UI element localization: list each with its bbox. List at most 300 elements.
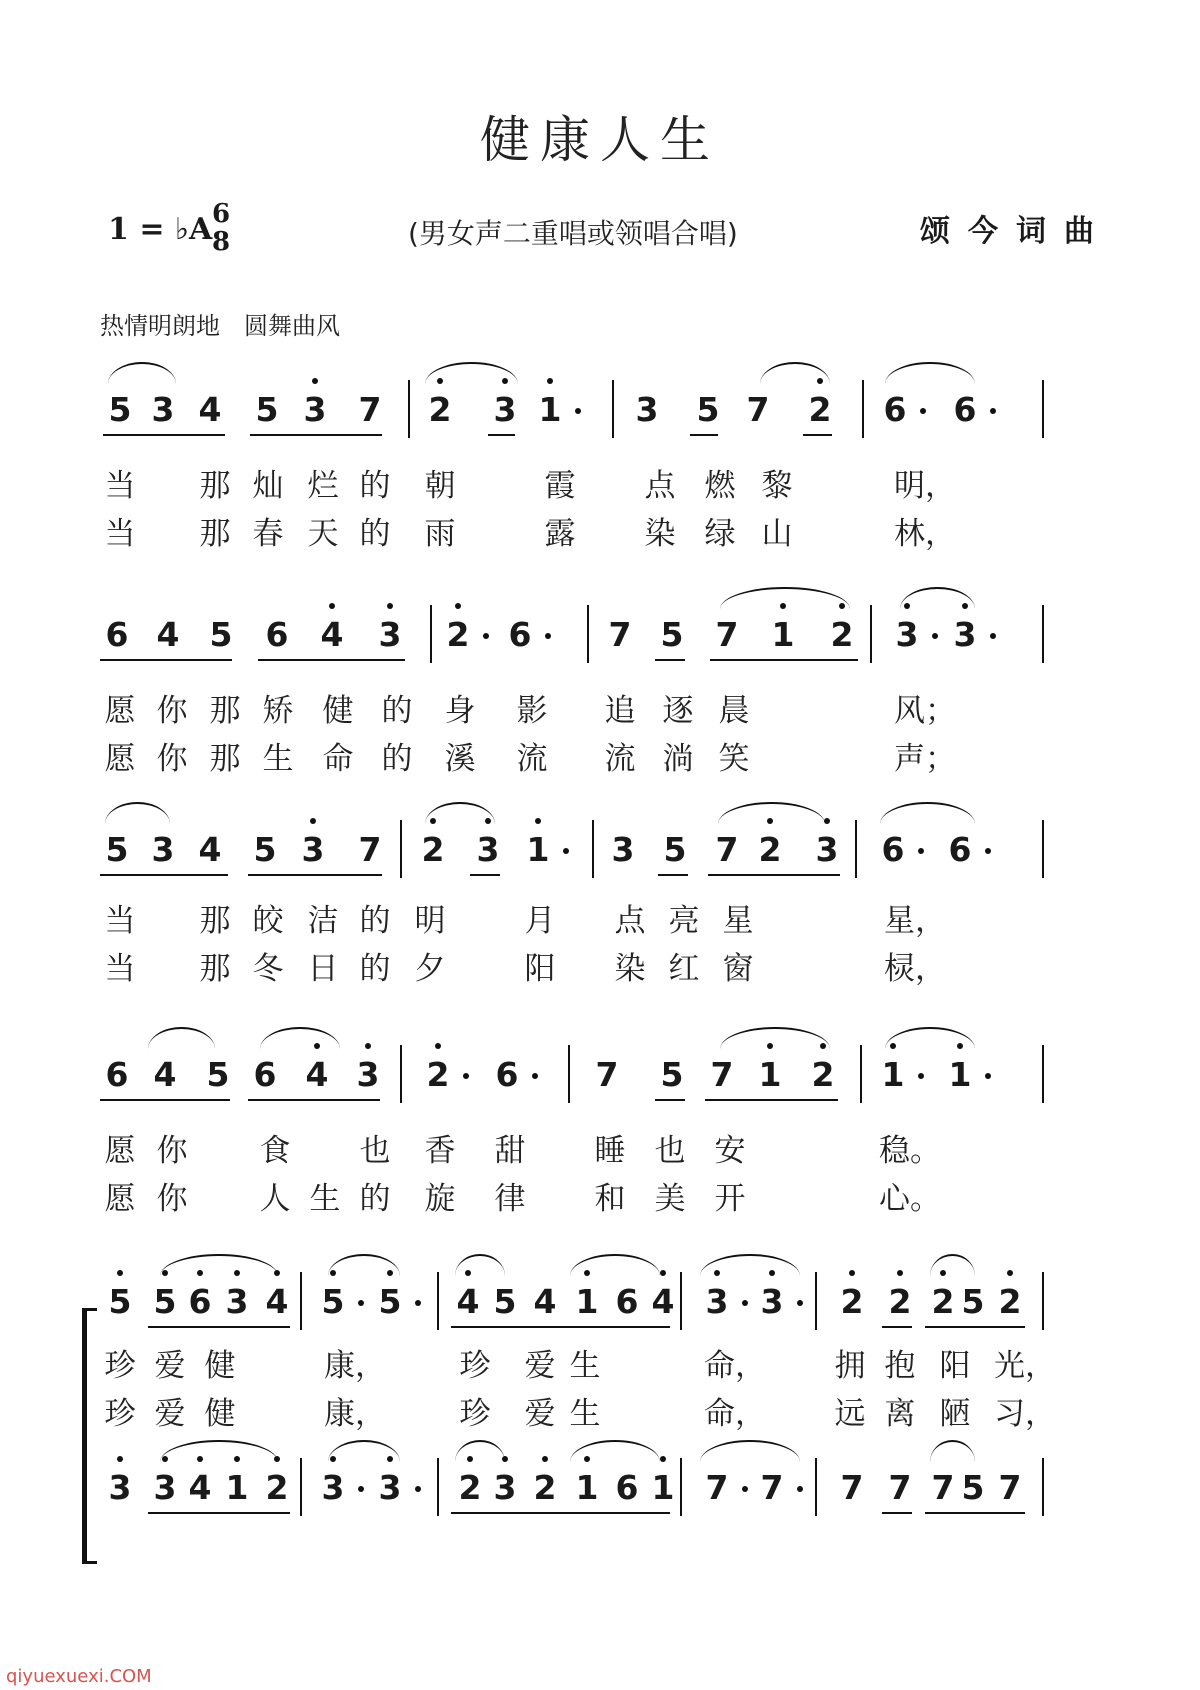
lyric-syllable: 明，: [894, 468, 956, 504]
lyric-syllable: 和: [594, 1181, 626, 1217]
lyric-syllable: 红: [668, 951, 700, 987]
lyric-syllable: 的: [359, 1181, 391, 1217]
lyric-syllable: 春: [252, 516, 284, 552]
lyric-syllable: 爱: [524, 1348, 556, 1384]
dot-after: [920, 408, 926, 414]
underline: [822, 659, 858, 661]
note: 7: [760, 1468, 784, 1507]
note: 5: [253, 830, 277, 869]
slur: [108, 362, 176, 384]
barline: [400, 1045, 402, 1103]
barline: [437, 1272, 439, 1330]
lyric-syllable: 那: [199, 516, 231, 552]
dot-above: [435, 1043, 441, 1049]
underline: [350, 1099, 380, 1101]
underline: [808, 874, 840, 876]
lyric-syllable: 远: [834, 1396, 866, 1432]
dot-above: [660, 1270, 666, 1276]
lyric-syllable: 追: [604, 693, 636, 729]
lyric-syllable: 灿: [252, 468, 284, 504]
note: 5: [105, 830, 129, 869]
lyric-line: [0, 1125, 1200, 1169]
note: 6: [265, 615, 289, 654]
lyric-syllable: 露: [544, 516, 576, 552]
barline: [1042, 820, 1044, 878]
note: 6: [253, 1055, 277, 1094]
lyric-syllable: 香: [424, 1133, 456, 1169]
barline: [1042, 380, 1044, 438]
lyric-syllable: 甜: [494, 1133, 526, 1169]
lyric-syllable: 珍: [459, 1348, 491, 1384]
lyric-syllable: 安: [714, 1133, 746, 1169]
slur: [455, 1440, 505, 1462]
dot-after: [918, 1073, 924, 1079]
dot-after: [985, 848, 991, 854]
lyric-syllable: 习，: [994, 1396, 1056, 1432]
lyric-syllable: 皎: [252, 903, 284, 939]
lyric-syllable: 雨: [424, 516, 456, 552]
note: 2: [421, 830, 445, 869]
note: 2: [458, 1468, 482, 1507]
lyric-syllable: 人: [259, 1181, 291, 1217]
underline: [100, 659, 232, 661]
note: 3: [953, 615, 977, 654]
note: 1: [948, 1055, 972, 1094]
note: 6: [615, 1468, 639, 1507]
lyric-syllable: 那: [199, 903, 231, 939]
lyric-syllable: 明: [414, 903, 446, 939]
underline: [655, 1099, 685, 1101]
lyric-syllable: 愿: [104, 1181, 136, 1217]
dot-above: [387, 603, 393, 609]
note: 6: [883, 390, 907, 429]
dot-above: [547, 378, 553, 384]
barline: [870, 605, 872, 663]
slur: [930, 1254, 975, 1276]
lyric-syllable: 珍: [459, 1396, 491, 1432]
dot-after: [742, 1300, 748, 1306]
lyric-syllable: 也: [359, 1133, 391, 1169]
note: 1: [538, 390, 562, 429]
barline: [680, 1458, 682, 1516]
lyric-syllable: 点: [614, 903, 646, 939]
lyric-syllable: 陋: [939, 1396, 971, 1432]
lyric-syllable: 冬: [252, 951, 284, 987]
underline: [488, 434, 515, 436]
underline: [690, 434, 718, 436]
lyric-syllable: 窗: [722, 951, 754, 987]
note: 5: [660, 1055, 684, 1094]
dot-after: [483, 633, 489, 639]
barline: [300, 1458, 302, 1516]
lyric-syllable: 的: [381, 741, 413, 777]
lyric-syllable: 爱: [154, 1348, 186, 1384]
note: 2: [533, 1468, 557, 1507]
note: 3: [493, 390, 517, 429]
lyric-line: [0, 733, 1200, 777]
music-line: [0, 1458, 1200, 1518]
note: 2: [265, 1468, 289, 1507]
lyric-syllable: 健: [322, 693, 354, 729]
lyric-syllable: 光，: [994, 1348, 1056, 1384]
note: 7: [358, 390, 382, 429]
dot-above: [1007, 1270, 1013, 1276]
lyric-syllable: 阳: [524, 951, 556, 987]
note: 3: [153, 1468, 177, 1507]
key-signature: 1 = ♭A: [108, 212, 213, 247]
note: 3: [476, 830, 500, 869]
lyric-syllable: 夕: [414, 951, 446, 987]
note: 7: [715, 830, 739, 869]
dot-after: [742, 1486, 748, 1492]
dot-after: [575, 408, 581, 414]
slur: [885, 362, 975, 384]
lyric-syllable: 霞: [544, 468, 576, 504]
note: 4: [198, 830, 222, 869]
note: 4: [533, 1282, 557, 1321]
lyric-syllable: 那: [199, 951, 231, 987]
lyric-line: [0, 460, 1200, 504]
barline: [408, 380, 410, 438]
note: 5: [660, 615, 684, 654]
lyric-syllable: 笑: [718, 741, 750, 777]
dot-above: [117, 1270, 123, 1276]
dot-after: [358, 1486, 364, 1492]
lyric-syllable: 声；: [894, 741, 956, 777]
slur: [700, 1440, 800, 1462]
note: 5: [493, 1282, 517, 1321]
note: 4: [198, 390, 222, 429]
slur: [700, 1254, 800, 1276]
slur: [160, 1440, 278, 1462]
note: 1: [771, 615, 795, 654]
lyric-syllable: 月: [524, 903, 556, 939]
note: 4: [188, 1468, 212, 1507]
lyric-syllable: 溪: [444, 741, 476, 777]
lyric-syllable: 林，: [894, 516, 956, 552]
underline: [645, 1326, 670, 1328]
note: 7: [595, 1055, 619, 1094]
note: 2: [840, 1282, 864, 1321]
lyric-line: [0, 1340, 1200, 1384]
slur: [425, 362, 518, 384]
underline: [350, 874, 382, 876]
note: 2: [931, 1282, 955, 1321]
lyric-line: [0, 508, 1200, 552]
dot-after: [797, 1300, 803, 1306]
note: 6: [508, 615, 532, 654]
lyric-syllable: 燃: [704, 468, 736, 504]
lyric-syllable: 晨: [718, 693, 750, 729]
note: 3: [760, 1282, 784, 1321]
lyric-syllable: 当: [104, 516, 136, 552]
note: 4: [456, 1282, 480, 1321]
lyric-syllable: 朝: [424, 468, 456, 504]
lyric-syllable: 你: [156, 1133, 188, 1169]
note: 7: [608, 615, 632, 654]
dot-above: [897, 1270, 903, 1276]
note: 1: [575, 1468, 599, 1507]
note: 3: [705, 1282, 729, 1321]
note: 2: [811, 1055, 835, 1094]
note: 3: [151, 390, 175, 429]
note: 3: [895, 615, 919, 654]
note: 2: [998, 1282, 1022, 1321]
note: 6: [881, 830, 905, 869]
music-line: [0, 820, 1200, 880]
barline: [587, 605, 589, 663]
lyric-syllable: 生: [569, 1348, 601, 1384]
subtitle: (男女声二重唱或领唱合唱): [408, 217, 738, 250]
underline: [103, 434, 225, 436]
underline: [470, 874, 500, 876]
note: 4: [651, 1282, 675, 1321]
time-denominator: 8: [212, 227, 231, 257]
lyric-syllable: 你: [156, 741, 188, 777]
underline: [655, 659, 685, 661]
slur: [148, 1027, 215, 1049]
lyric-syllable: 的: [381, 693, 413, 729]
lyric-syllable: 阳: [939, 1348, 971, 1384]
note: 7: [715, 615, 739, 654]
note: 6: [953, 390, 977, 429]
lyric-syllable: 命，: [704, 1348, 766, 1384]
lyric-syllable: 也: [654, 1133, 686, 1169]
dot-above: [535, 818, 541, 824]
lyric-syllable: 健: [204, 1348, 236, 1384]
underline: [220, 1512, 290, 1514]
slur: [160, 1254, 278, 1276]
lyric-syllable: 拥: [834, 1348, 866, 1384]
lyric-syllable: 绿: [704, 516, 736, 552]
barline: [1042, 1045, 1044, 1103]
barline: [815, 1272, 817, 1330]
dot-after: [990, 408, 996, 414]
note: 6: [105, 1055, 129, 1094]
dot-above: [312, 378, 318, 384]
note: 3: [108, 1468, 132, 1507]
underline: [804, 1099, 838, 1101]
note: 4: [156, 615, 180, 654]
underline: [220, 1326, 290, 1328]
note: 7: [746, 390, 770, 429]
note: 3: [635, 390, 659, 429]
note: 4: [305, 1055, 329, 1094]
slur: [720, 1027, 830, 1049]
note: 7: [840, 1468, 864, 1507]
underline: [925, 1512, 1025, 1514]
barline: [815, 1458, 817, 1516]
note: 5: [255, 390, 279, 429]
note: 6: [948, 830, 972, 869]
lyric-syllable: 当: [104, 903, 136, 939]
note: 5: [663, 830, 687, 869]
note: 3: [225, 1282, 249, 1321]
lyric-syllable: 你: [156, 693, 188, 729]
lyric-syllable: 生: [309, 1181, 341, 1217]
note: 3: [303, 390, 327, 429]
lyric-syllable: 爱: [154, 1396, 186, 1432]
lyric-syllable: 棂，: [884, 951, 946, 987]
note: 7: [705, 1468, 729, 1507]
lyric-syllable: 康，: [324, 1348, 386, 1384]
time-numerator: 6: [212, 199, 231, 229]
dot-above: [310, 818, 316, 824]
underline: [658, 874, 688, 876]
note: 5: [206, 1055, 230, 1094]
slur: [328, 1254, 400, 1276]
note: 4: [320, 615, 344, 654]
slur: [455, 1254, 505, 1276]
dot-after: [463, 1073, 469, 1079]
note: 3: [493, 1468, 517, 1507]
note: 2: [888, 1282, 912, 1321]
underline: [100, 874, 228, 876]
dot-after: [532, 1073, 538, 1079]
lyric-syllable: 那: [209, 741, 241, 777]
dot-above: [542, 1456, 548, 1462]
note: 3: [378, 1468, 402, 1507]
lyric-line: [0, 1388, 1200, 1432]
lyric-syllable: 生: [569, 1396, 601, 1432]
underline: [370, 659, 405, 661]
watermark: qiyuexuexi.COM: [6, 1666, 152, 1687]
lyric-line: [0, 943, 1200, 987]
note: 3: [151, 830, 175, 869]
lyric-syllable: 矫: [262, 693, 294, 729]
lyric-syllable: 你: [156, 1181, 188, 1217]
lyric-syllable: 愿: [104, 1133, 136, 1169]
credits: 颂今词曲: [920, 214, 1112, 249]
lyric-syllable: 那: [209, 693, 241, 729]
note: 5: [108, 390, 132, 429]
underline: [645, 1512, 670, 1514]
note: 3: [356, 1055, 380, 1094]
note: 2: [446, 615, 470, 654]
lyric-syllable: 的: [359, 903, 391, 939]
note: 5: [209, 615, 233, 654]
barline: [862, 380, 864, 438]
lyric-syllable: 那: [199, 468, 231, 504]
underline: [348, 434, 382, 436]
note: 2: [428, 390, 452, 429]
lyric-syllable: 当: [104, 951, 136, 987]
lyric-syllable: 星: [722, 903, 754, 939]
lyric-syllable: 的: [359, 516, 391, 552]
note: 7: [358, 830, 382, 869]
note: 6: [495, 1055, 519, 1094]
lyric-syllable: 稳。: [879, 1133, 941, 1169]
lyric-syllable: 珍: [104, 1396, 136, 1432]
note: 3: [378, 615, 402, 654]
dot-above: [455, 603, 461, 609]
lyric-syllable: 风；: [894, 693, 956, 729]
note: 2: [758, 830, 782, 869]
lyric-syllable: 健: [204, 1396, 236, 1432]
lyric-syllable: 淌: [662, 741, 694, 777]
note: 3: [301, 830, 325, 869]
lyric-syllable: 律: [494, 1181, 526, 1217]
slur: [880, 802, 975, 824]
note: 6: [615, 1282, 639, 1321]
lyric-syllable: 烂: [307, 468, 339, 504]
lyric-syllable: 影: [516, 693, 548, 729]
lyric-syllable: 流: [516, 741, 548, 777]
dot-above: [849, 1270, 855, 1276]
lyric-line: [0, 895, 1200, 939]
note: 7: [998, 1468, 1022, 1507]
dot-after: [932, 633, 938, 639]
note: 2: [426, 1055, 450, 1094]
note: 5: [153, 1282, 177, 1321]
slur: [760, 362, 830, 384]
lyric-syllable: 天: [307, 516, 339, 552]
lyric-syllable: 命，: [704, 1396, 766, 1432]
dot-above: [329, 603, 335, 609]
underline: [882, 1326, 912, 1328]
lyric-syllable: 点: [644, 468, 676, 504]
dot-above: [365, 1043, 371, 1049]
barline: [1042, 1272, 1044, 1330]
lyric-syllable: 星，: [884, 903, 946, 939]
music-line: [0, 1045, 1200, 1105]
note: 5: [696, 390, 720, 429]
music-line: [0, 605, 1200, 665]
lyric-syllable: 的: [359, 951, 391, 987]
lyric-syllable: 黎: [761, 468, 793, 504]
lyric-syllable: 染: [614, 951, 646, 987]
slur: [570, 1254, 660, 1276]
barline: [860, 1045, 862, 1103]
barline: [855, 820, 857, 878]
dot-after: [545, 633, 551, 639]
tempo-marking: 热情明朗地 圆舞曲风: [100, 312, 340, 340]
lyric-syllable: 离: [884, 1396, 916, 1432]
note: 3: [611, 830, 635, 869]
lyric-syllable: 亮: [668, 903, 700, 939]
barline: [568, 1045, 570, 1103]
note: 6: [188, 1282, 212, 1321]
lyric-syllable: 当: [104, 468, 136, 504]
note: 7: [931, 1468, 955, 1507]
slur: [718, 802, 825, 824]
barline: [1042, 1458, 1044, 1516]
lyric-syllable: 愿: [104, 693, 136, 729]
lyric-syllable: 的: [359, 468, 391, 504]
lyric-syllable: 身: [444, 693, 476, 729]
dot-after: [985, 1073, 991, 1079]
slur: [570, 1440, 660, 1462]
dot-after: [358, 1300, 364, 1306]
dot-after: [797, 1486, 803, 1492]
lyric-syllable: 愿: [104, 741, 136, 777]
lyric-line: [0, 1173, 1200, 1217]
lyric-syllable: 山: [761, 516, 793, 552]
lyric-syllable: 洁: [307, 903, 339, 939]
slur: [885, 1027, 975, 1049]
lyric-line: [0, 685, 1200, 729]
note: 5: [378, 1282, 402, 1321]
page-title: 健康人生: [480, 111, 720, 169]
barline: [1042, 605, 1044, 663]
barline: [300, 1272, 302, 1330]
slur: [930, 1440, 975, 1462]
lyric-syllable: 逐: [662, 693, 694, 729]
music-line: [0, 380, 1200, 440]
lyric-syllable: 美: [654, 1181, 686, 1217]
lyric-syllable: 心。: [879, 1181, 941, 1217]
note: 7: [888, 1468, 912, 1507]
